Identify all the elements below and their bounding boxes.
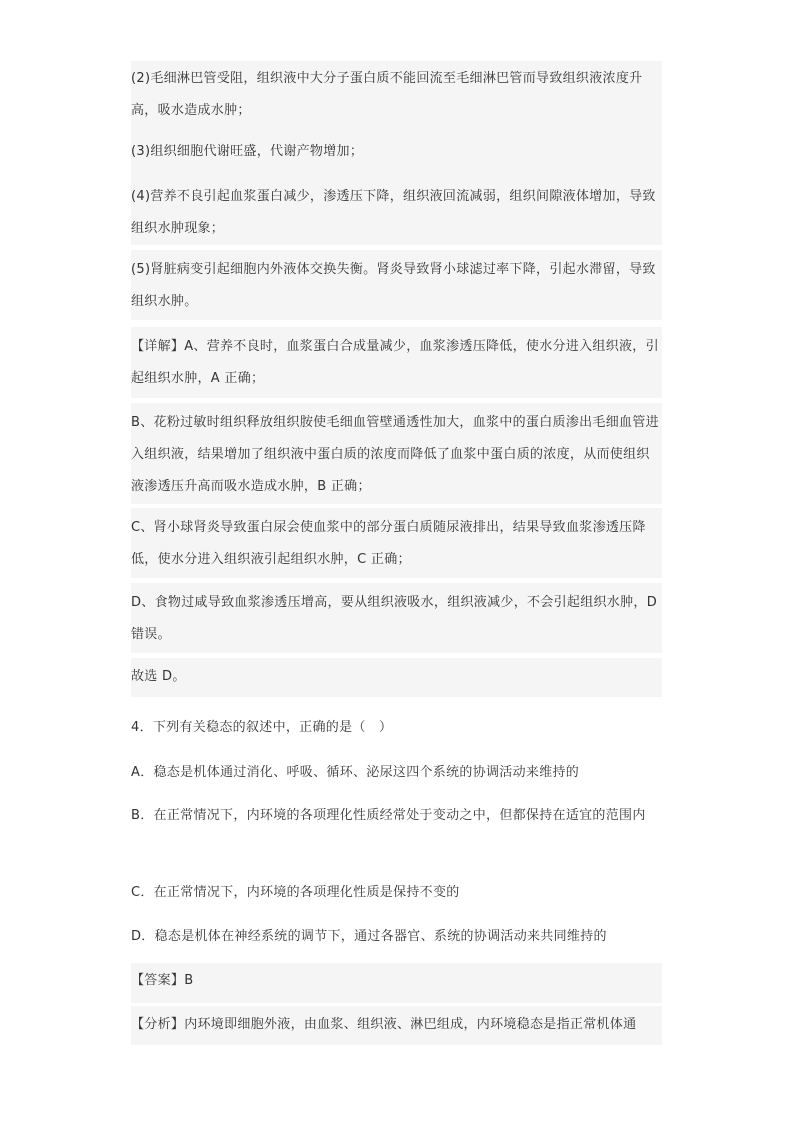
detail-option-b: B、花粉过敏时组织释放组织胺使毛细血管壁通透性加大，血浆中的蛋白质渗出毛细血管进入组织液，结果增加了组织液中蛋白质的浓度而降低了血浆中蛋白质的浓度，从而使组织液渗透压升高而吸水造成水肿，B 正确；	[131, 403, 662, 504]
analysis-point-2: (2)毛细淋巴管受阻，组织液中大分子蛋白质不能回流至毛细淋巴管而导致组织液浓度升高，吸水造成水肿；	[131, 61, 662, 135]
answer-label: 【答案】B	[131, 963, 662, 1003]
question-option-d: D．稳态是机体在神经系统的调节下，通过各器官、系统的协调活动来共同维持的	[131, 921, 662, 953]
detail-option-d: D、食物过咸导致血浆渗透压增高，要从组织液吸水，组织液减少，不会引起组织水肿，D 错误。	[131, 583, 662, 653]
analysis-point-4: (4)营养不良引起血浆蛋白减少，渗透压下降，组织液回流减弱，组织间隙液体增加，导致组织水肿现象；	[131, 176, 662, 245]
detail-intro: 【详解】A、营养不良时，血浆蛋白合成量减少，血浆渗透压降低，使水分进入组织液，引起组织水肿，A 正确；	[131, 327, 662, 398]
question-option-a: A．稳态是机体通过消化、呼吸、循环、泌尿这四个系统的协调活动来维持的	[131, 757, 662, 789]
question-option-c: C．在正常情况下，内环境的各项理化性质是保持不变的	[131, 877, 662, 909]
question-stem: 4．下列有关稳态的叙述中，正确的是（ ）	[131, 712, 662, 744]
analysis-point-5: (5)肾脏病变引起细胞内外液体交换失衡。肾炎导致肾小球滤过率下降，引起水滞留，导致组织水肿。	[131, 250, 662, 320]
question-option-b: B．在正常情况下，内环境的各项理化性质经常处于变动之中，但都保持在适宜的范围内	[131, 800, 662, 864]
analysis-label: 【分析】内环境即细胞外液，由血浆、组织液、淋巴组成，内环境稳态是指正常机体通	[131, 1006, 662, 1045]
detail-conclusion: 故选 D。	[131, 658, 662, 697]
analysis-point-3: (3)组织细胞代谢旺盛，代谢产物增加；	[131, 133, 662, 176]
detail-option-c: C、肾小球肾炎导致蛋白尿会使血浆中的部分蛋白质随尿液排出，结果导致血浆渗透压降低，使水分进入组织液引起组织水肿，C 正确；	[131, 508, 662, 578]
